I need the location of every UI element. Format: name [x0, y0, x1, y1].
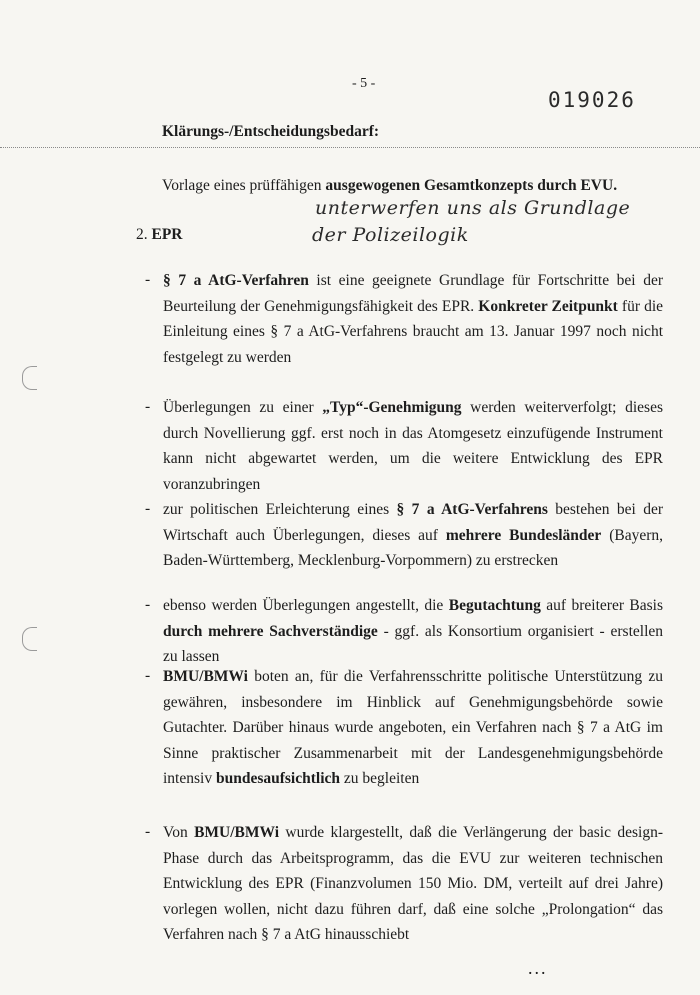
section-heading: Klärungs-/Entscheidungsbedarf: — [162, 123, 380, 140]
bullet-marker: - — [145, 398, 151, 415]
handwritten-note-line1: unterwerfen uns als Grundlage — [315, 197, 631, 219]
section-epr-title — [136, 226, 183, 244]
hole-punch-mark — [22, 627, 37, 651]
section-title: EPR — [151, 226, 183, 243]
continuation-dots: ... — [528, 958, 548, 978]
hole-punch-mark — [22, 366, 37, 390]
page-number: - 5 - — [352, 76, 376, 91]
proposal-line — [162, 175, 617, 197]
list-item: § 7 a AtG-Verfahren ist eine geeignete Grundlage für Fortschritte bei der Beurteilung der Genehmigungsfähigkeit des EPR. Konkreter Zeitpunkt für die Einleitung eines § 7 a AtG-Verfahrens braucht am 13. Januar 1997 noch nicht festgelegt zu werden — [163, 272, 664, 366]
bullet-marker: - — [145, 823, 151, 840]
list-item: zur politischen Erleichterung eines § 7 a AtG-Verfahrens bestehen bei der Wirtschaft auch Überlegungen, dieses auf mehrere Bundesländer (Bayern, Baden-Württemberg, Mecklenburg-Vorpommern) zu erstrecken — [163, 501, 664, 569]
bullet-marker: - — [145, 500, 151, 517]
list-item: BMU/BMWi boten an, für die Verfahrensschritte politische Unterstützung zu gewähren, insbesondere im Hinblick auf Genehmigungsbehörde sowie Gutachter. Darüber hinaus wurde angeboten, ein Verfahren nach § 7 a AtG im Sinne praktischer Zusammenarbeit mit der Landesgenehmigungsbehörde intensiv bundesaufsichtlich zu begleiten — [163, 668, 663, 787]
section-number: 2. — [136, 226, 148, 243]
bullet-marker: - — [145, 667, 151, 684]
document-number: 019026 — [548, 88, 636, 112]
proposal-prefix: Vorlage eines prüffähigen — [162, 177, 326, 194]
list-item: ebenso werden Überlegungen angestellt, die Begutachtung auf breiterer Basis durch mehrere Sachverständige - ggf. als Konsortium organisiert - erstellen zu lassen — [163, 597, 664, 665]
bullet-marker: - — [145, 596, 151, 613]
dotted-divider — [0, 147, 700, 148]
proposal-bold: ausgewogenen Gesamtkonzepts durch EVU. — [325, 177, 618, 194]
list-item: Überlegungen zu einer „Typ“-Genehmigung werden weiterverfolgt; dieses durch Novellierung ggf. erst noch in das Atomgesetz einzufügende Instrument kann nicht abgewartet werden, um die weitere Entwicklung des EPR voranzubringen — [163, 399, 663, 493]
handwritten-note-line2: der Polizeilogik — [312, 224, 469, 246]
list-item: Von BMU/BMWi wurde klargestellt, daß die Verlängerung der basic design-Phase durch das Arbeitsprogramm, das die EVU zur weiteren technischen Entwicklung des EPR (Finanzvolumen 150 Mio. DM, verteilt auf drei Jahre) vorlegen wollen, nicht dazu führen darf, daß eine solche „Prolongation“ das Verfahren nach § 7 a AtG hinausschiebt — [163, 824, 663, 943]
bullet-marker: - — [145, 271, 151, 288]
